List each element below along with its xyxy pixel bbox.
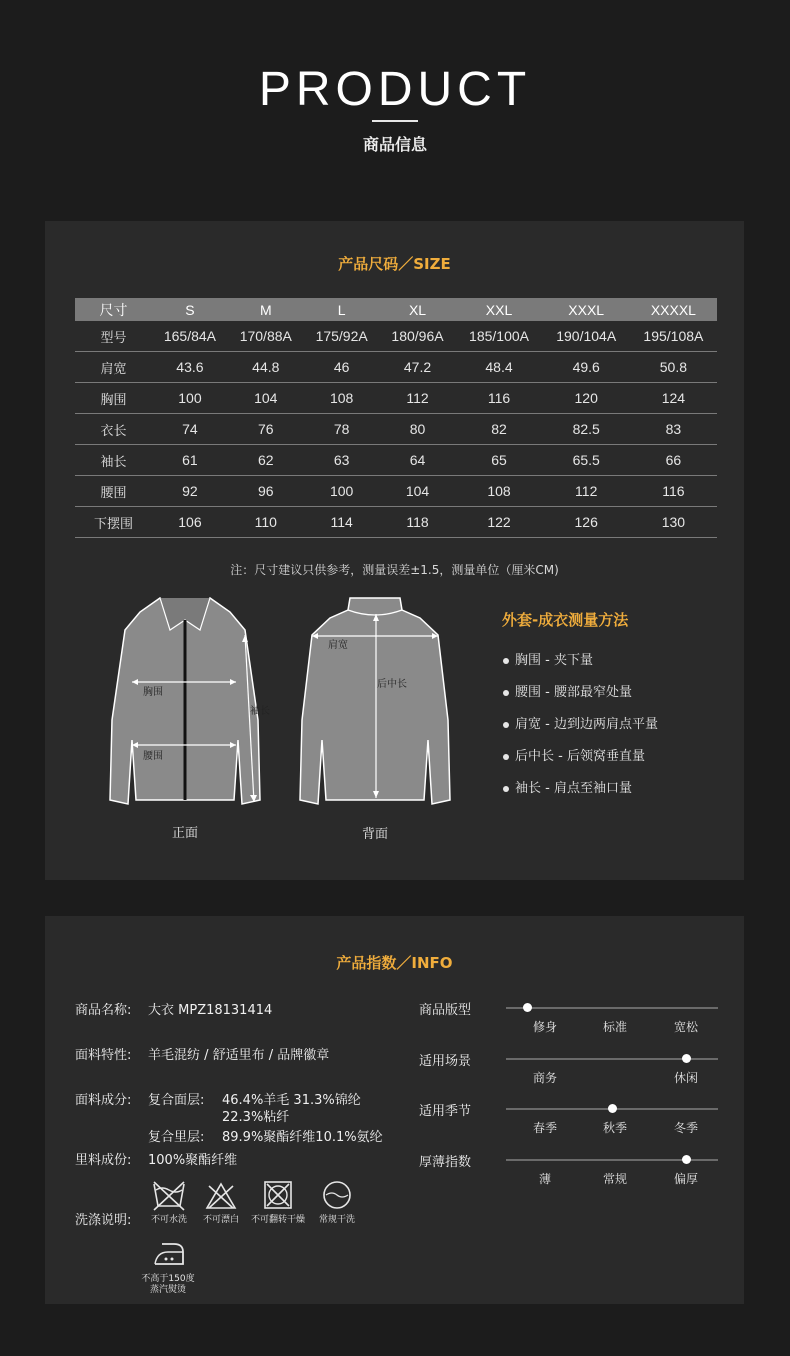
table-cell: 82 (491, 421, 507, 437)
no-wash-icon (152, 1180, 186, 1212)
table-cell: 165/84A (163, 328, 217, 344)
table-cell: 112 (406, 390, 429, 406)
outer-layer-value-2: 22.3%粘纤 (222, 1110, 290, 1125)
table-cell: 92 (182, 483, 198, 499)
no-tumble-dry-icon (263, 1180, 293, 1210)
method-item: 胸围 - 夹下量 (503, 649, 593, 668)
table-cell: 44.8 (252, 359, 280, 375)
size-table (75, 298, 717, 538)
outer-layer-value-1: 46.4%羊毛 31.3%锦纶 (222, 1093, 361, 1108)
dry-clean-icon (322, 1180, 352, 1210)
front-caption: 正面 (172, 826, 199, 841)
method-item: 腰围 - 腰部最窄处量 (503, 681, 632, 700)
table-cell: 124 (661, 390, 686, 406)
col-header: L (304, 298, 380, 321)
no-bleach-icon (205, 1182, 237, 1210)
care-label: 不可水洗 (150, 1215, 187, 1225)
front-waist-label: 腰围 (143, 751, 163, 762)
jacket-back-body (300, 598, 450, 804)
page-subtitle: 商品信息 (362, 135, 427, 154)
index-option: 偏厚 (673, 1172, 698, 1186)
table-cell: 96 (258, 483, 274, 499)
page-title: PRODUCT (258, 63, 532, 116)
row-label: 袖长 (100, 454, 127, 470)
table-cell: 116 (487, 390, 511, 406)
method-item: 袖长 - 肩点至袖口量 (503, 777, 632, 796)
table-cell: 82.5 (572, 421, 600, 437)
table-cell: 170/88A (239, 328, 292, 344)
table-row (75, 383, 717, 414)
table-cell: 61 (182, 452, 198, 468)
table-cell: 46 (333, 359, 350, 375)
lining-label: 里料成份: (75, 1153, 132, 1168)
title-divider (372, 120, 418, 122)
table-row (75, 445, 717, 476)
front-chest-label: 胸围 (143, 687, 163, 698)
table-row (75, 476, 717, 507)
care-label: 不可翻转干燥 (250, 1215, 305, 1225)
row-label: 胸围 (100, 392, 127, 408)
table-cell: 76 (258, 421, 274, 437)
lining-value: 100%聚酯纤维 (148, 1153, 238, 1168)
jacket-back-diagram (290, 590, 460, 815)
table-cell: 122 (487, 514, 511, 530)
table-cell: 180/96A (391, 328, 444, 344)
col-header: M (228, 298, 304, 321)
method-item: 后中长 - 后领窝垂直量 (503, 745, 645, 764)
composition-label: 面料成分: (75, 1093, 132, 1108)
table-row (75, 507, 717, 538)
table-cell: 66 (665, 452, 682, 468)
feature-label: 面料特性: (75, 1048, 132, 1063)
table-cell: 49.6 (572, 359, 600, 375)
index-label: 适用场景 (419, 1054, 472, 1069)
name-value: 大衣 MPZ18131414 (148, 1003, 273, 1018)
index-marker (608, 1104, 617, 1113)
bullet-icon (503, 658, 509, 664)
table-cell: 106 (178, 514, 202, 530)
index-option: 常规 (602, 1172, 627, 1186)
table-cell: 195/108A (643, 328, 704, 344)
care-label: 常规干洗 (318, 1215, 355, 1225)
index-label: 厚薄指数 (419, 1155, 472, 1170)
col-header: XL (380, 298, 456, 321)
size-table-header (75, 298, 717, 321)
table-cell: 100 (178, 390, 202, 406)
name-label: 商品名称: (75, 1003, 132, 1018)
col-header: XXXL (543, 298, 630, 321)
table-cell: 48.4 (485, 359, 513, 375)
index-option: 春季 (532, 1121, 557, 1135)
inner-layer-value: 89.9%聚酯纤维10.1%氨纶 (222, 1130, 383, 1145)
row-label: 型号 (100, 330, 127, 346)
back-shoulder-label: 肩宽 (328, 640, 348, 651)
col-header: S (152, 298, 228, 321)
info-section-title: 产品指数／INFO (336, 954, 453, 972)
inner-layer-label: 复合里层: (148, 1130, 205, 1145)
iron-icon (152, 1238, 186, 1268)
table-cell: 65.5 (572, 452, 600, 468)
outer-layer-label: 复合面层: (148, 1093, 205, 1108)
back-center-label: 后中长 (377, 679, 407, 690)
table-cell: 100 (329, 483, 354, 499)
row-label: 下摆围 (93, 516, 133, 532)
table-cell: 116 (662, 483, 685, 499)
index-option: 冬季 (673, 1121, 698, 1135)
index-option: 修身 (532, 1020, 557, 1034)
table-cell: 104 (405, 483, 430, 499)
table-cell: 126 (574, 514, 598, 530)
bullet-icon (503, 690, 509, 696)
iron-label-1: 不高于150度 (141, 1274, 195, 1284)
table-cell: 63 (333, 452, 350, 468)
index-option: 宽松 (673, 1020, 698, 1034)
table-cell: 50.8 (659, 359, 688, 375)
index-label: 商品版型 (419, 1003, 472, 1018)
index-label: 适用季节 (419, 1104, 472, 1119)
index-track (506, 1007, 718, 1009)
row-label: 肩宽 (100, 361, 127, 377)
method-title: 外套-成衣测量方法 (502, 611, 629, 629)
size-note: 注：尺寸建议只供参考，测量误差±1.5，测量单位（厘米CM) (230, 563, 559, 577)
table-cell: 83 (665, 421, 682, 437)
table-cell: 112 (575, 483, 598, 499)
table-cell: 130 (661, 514, 686, 530)
iron-label-2: 蒸汽熨烫 (149, 1285, 186, 1295)
table-cell: 120 (574, 390, 598, 406)
size-section-title: 产品尺码／SIZE (338, 255, 451, 273)
wash-label: 洗涤说明: (75, 1213, 132, 1228)
table-cell: 74 (182, 421, 198, 437)
table-cell: 108 (329, 390, 354, 406)
table-cell: 62 (258, 452, 274, 468)
table-cell: 110 (254, 514, 277, 530)
feature-value: 羊毛混纺 / 舒适里布 / 品牌徽章 (148, 1048, 330, 1063)
table-cell: 78 (333, 421, 350, 437)
care-label: 不可漂白 (202, 1215, 239, 1225)
bullet-icon (503, 722, 509, 728)
jacket-front-diagram (100, 590, 270, 815)
table-cell: 118 (406, 514, 429, 530)
table-cell: 114 (330, 514, 353, 530)
table-row (75, 414, 717, 445)
row-label: 衣长 (100, 423, 127, 439)
table-row (75, 321, 717, 352)
col-header: 尺寸 (75, 298, 152, 321)
col-header: XXL (455, 298, 542, 321)
table-cell: 175/92A (315, 328, 368, 344)
table-cell: 43.6 (176, 359, 204, 375)
front-sleeve-label: 袖长 (250, 706, 270, 717)
index-option: 商务 (532, 1071, 557, 1085)
table-cell: 108 (487, 483, 511, 499)
table-cell: 47.2 (403, 359, 432, 375)
table-cell: 190/104A (556, 328, 617, 344)
table-cell: 64 (409, 452, 426, 468)
method-item: 肩宽 - 边到边两肩点平量 (503, 713, 658, 732)
col-header: XXXXL (630, 298, 717, 321)
info-panel (45, 916, 744, 1304)
bullet-icon (503, 786, 509, 792)
index-option: 休闲 (673, 1071, 698, 1085)
index-option: 秋季 (602, 1121, 627, 1135)
table-cell: 65 (491, 452, 507, 468)
table-cell: 185/100A (469, 328, 529, 344)
table-cell: 104 (254, 390, 278, 406)
back-caption: 背面 (362, 827, 389, 842)
table-cell: 80 (409, 421, 426, 437)
index-option: 薄 (538, 1172, 551, 1186)
bullet-icon (503, 754, 509, 760)
table-row (75, 352, 717, 383)
row-label: 腰围 (100, 485, 127, 501)
index-option: 标准 (602, 1020, 627, 1034)
